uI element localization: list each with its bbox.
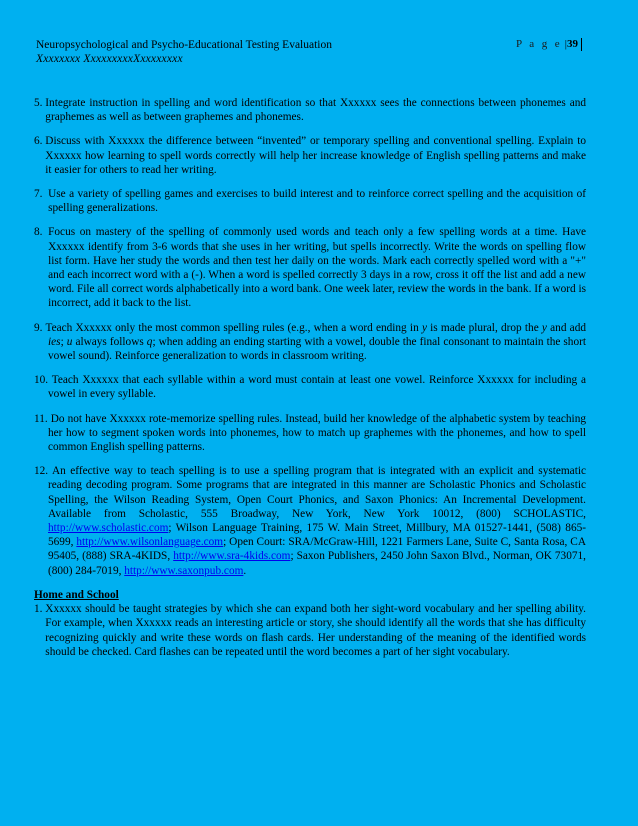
page-number-box [516, 38, 582, 51]
section-heading: Home and School [34, 588, 119, 601]
list-text: Use a variety of spelling games and exercises to build interest and to reinforce correct spelling and the acquisition of spelling generalizations. [48, 188, 586, 215]
list-item-6 [34, 134, 586, 177]
list-text: Xxxxxx should be taught strategies by which she can expand both her sight-word vocabulary and her spelling ability. For example, when Xxxxxx reads an interesting article or story, she should identify all the words that she has difficulty recognizing quickly and write these words on flash cards. Her understanding of the meaning of the identified words should be checked. Card flashes can be repeated until the word becomes a part of her sight vocabulary. [45, 603, 586, 658]
text-run: ; when adding an ending starting with a vowel, double the final consonant to maintain the short vowel sound). Reinforce generalization to words in classroom writing. [48, 335, 587, 363]
text-run: . [243, 564, 247, 577]
document-body [34, 96, 586, 669]
list-number: 7. [34, 188, 49, 201]
patient-name-redacted: Xxxxxxxx XxxxxxxxxXxxxxxxxx [36, 53, 183, 65]
text-run: ; Wilson Language Training, 175 W. Main Street, Millbury, MA 01527-1441, (508) 865-5699, [48, 522, 586, 549]
list-number: 5. [34, 97, 46, 109]
list-item-7 [34, 187, 586, 215]
text-run: u [66, 335, 73, 348]
list-item-11: 11. Do not have Xxxxxx rote-memorize spelling rules. Instead, build her knowledge of the alphabetic system by teaching her how to segment spoken words into phonemes, how to match up graphemes with the phonemes, and how to spell common English spelling patterns. [34, 412, 586, 454]
list-text: Discuss with Xxxxxx the difference between “invented” or temporary spelling and conventional spelling. Explain to Xxxxxx how learning to spell words correctly will help her increase knowledge of English spelling patterns and make it easier for others to read her writing. [45, 135, 586, 176]
list-number: 8. [34, 226, 49, 239]
text-run: ; Open Court: SRA/McGraw-Hill, 1221 Farmers Lane, Suite C, Santa Rosa, CA 95405, (888) SRA-4KIDS, [48, 536, 587, 563]
text-run: q [146, 335, 153, 348]
text-run: ; Saxon Publishers, 2450 John Saxon Blvd., Norman, OK 73071, (800) 284-7019, [48, 550, 586, 577]
sra-4kids-link[interactable]: http://www.sra-4kids.com [173, 550, 291, 563]
home-school-item-1 [34, 602, 586, 659]
text-run: and add [546, 321, 586, 334]
list-item-10: 10. Teach Xxxxxx that each syllable within a word must contain at least one vowel. Reinforce Xxxxxx for including a vowel in every syllable. [34, 374, 586, 401]
list-text: Integrate instruction in spelling and word identification so that Xxxxxx sees the connections between phonemes and graphemes as well as between graphemes and phonemes. [45, 97, 586, 124]
wilsonlanguage-link[interactable]: http://www.wilsonlanguage.com [76, 536, 224, 549]
page-number: 39 [567, 38, 578, 50]
list-number: 6. [34, 135, 46, 148]
page-separator: | [564, 38, 567, 50]
list-item-12 [34, 464, 586, 578]
list-number: 1. [34, 603, 46, 616]
list-item-9 [34, 321, 586, 364]
text-run: ies [48, 335, 61, 348]
list-item-5 [34, 96, 586, 124]
text-run: always follows [72, 335, 147, 348]
page-label: P a g e [516, 38, 563, 50]
document-title: Neuropsychological and Psycho-Educational Testing Evaluation [36, 39, 332, 51]
text-run: y [541, 321, 547, 334]
text-run: 12. An effective way to teach spelling is to use a spelling program that is integrated with an explicit and systematic reading decoding program. Some programs that are integrated in this manner are Scholastic Phonics and Scholastic Spelling, the Wilson Reading System, Open Court Phonics, and Saxon Phonics: An Incremental Development. Available from Scholastic, 555 Broadway, New York, New York 10012, (800) SCHOLASTIC, [34, 465, 586, 520]
text-run: ; [60, 335, 67, 348]
text-run: 9. Teach Xxxxxx only the most common spelling rules (e.g., when a word ending in [34, 321, 422, 334]
text-run: is made plural, drop the [426, 321, 542, 334]
saxonpub-link[interactable]: http://www.saxonpub.com [124, 564, 244, 577]
scholastic-link[interactable]: http://www.scholastic.com [48, 522, 169, 535]
list-item-8 [34, 225, 586, 310]
text-run: y [421, 321, 427, 334]
list-text: Focus on mastery of the spelling of commonly used words and teach only a few spelling words at a time. Have Xxxxxx identify from 3-6 words that she uses in her writing, but spells incorrectly. Write the words on spelling flow list form. Have her study the words and then test her daily on the words. Mark each correctly spelled word with a "+" and each incorrect word with a (-). When a word is spelled correctly 3 days in a row, cross it off the list and add a new word. File all correct words alphabetically into a word bank. One week later, review the words in the bank. If a word is incorrect, add it back to the list. [48, 226, 586, 310]
